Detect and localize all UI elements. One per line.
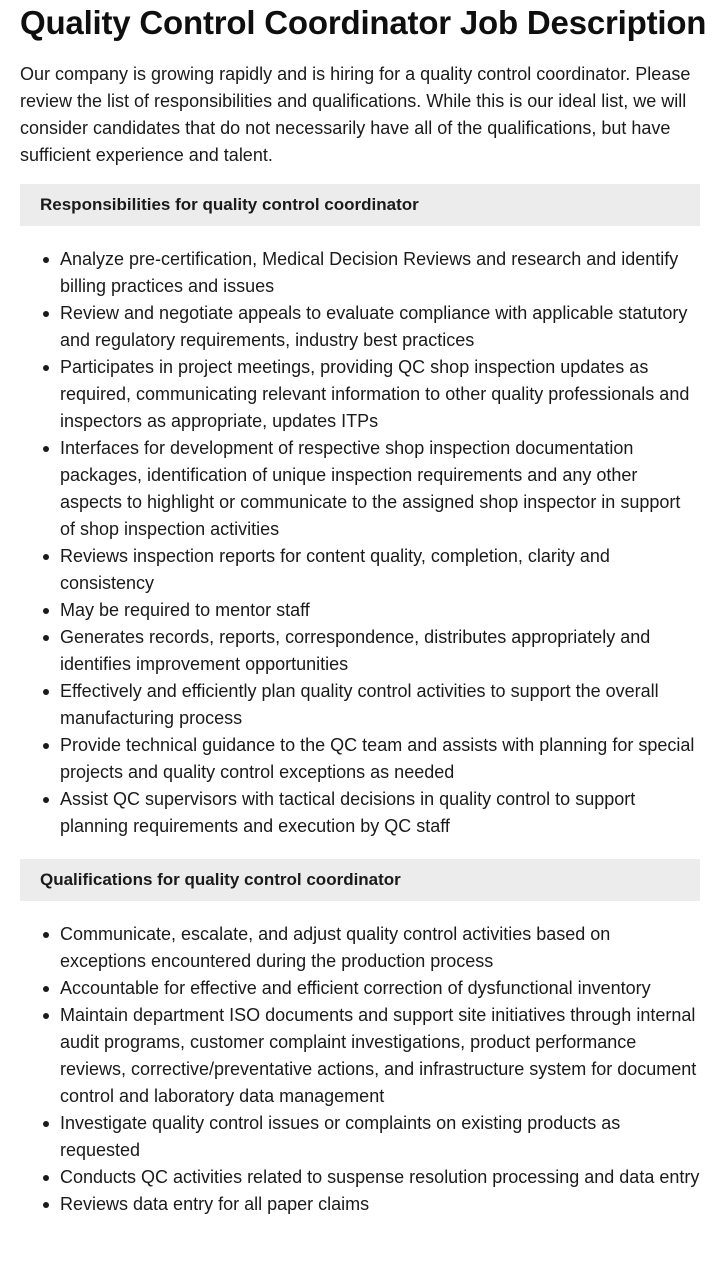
list-item: Conducts QC activities related to suspense resolution processing and data entry	[60, 1164, 700, 1191]
responsibilities-heading: Responsibilities for quality control coordinator	[40, 195, 419, 214]
list-item: Accountable for effective and efficient correction of dysfunctional inventory	[60, 975, 700, 1002]
list-item: Interfaces for development of respective shop inspection documentation packages, identification of unique inspection requirements and any other aspects to highlight or communicate to the assigned shop inspector in support of shop inspection activities	[60, 435, 700, 543]
list-item: Generates records, reports, correspondence, distributes appropriately and identifies improvement opportunities	[60, 624, 700, 678]
list-item: Effectively and efficiently plan quality control activities to support the overall manufacturing process	[60, 678, 700, 732]
qualifications-list	[20, 921, 700, 1218]
list-item: Reviews data entry for all paper claims	[60, 1191, 700, 1218]
list-item: Participates in project meetings, providing QC shop inspection updates as required, communicating relevant information to other quality professionals and inspectors as appropriate, updates ITPs	[60, 354, 700, 435]
page-title: Quality Control Coordinator Job Description	[20, 4, 707, 41]
list-item: Provide technical guidance to the QC team and assists with planning for special projects and quality control exceptions as needed	[60, 732, 700, 786]
list-item: Reviews inspection reports for content quality, completion, clarity and consistency	[60, 543, 700, 597]
intro-paragraph: Our company is growing rapidly and is hiring for a quality control coordinator. Please review the list of responsibilities and qualifications. While this is our ideal list, we will consider candidates that do not necessarily have all of the qualifications, but have sufficient experience and talent.	[20, 64, 691, 165]
qualifications-header	[20, 859, 700, 901]
responsibilities-list	[20, 246, 700, 840]
responsibilities-header	[20, 184, 700, 226]
list-item: Assist QC supervisors with tactical decisions in quality control to support planning requirements and execution by QC staff	[60, 786, 700, 840]
list-item: Communicate, escalate, and adjust quality control activities based on exceptions encountered during the production process	[60, 921, 700, 975]
list-item: Investigate quality control issues or complaints on existing products as requested	[60, 1110, 700, 1164]
list-item: Maintain department ISO documents and support site initiatives through internal audit programs, customer complaint investigations, product performance reviews, corrective/preventative actions, and infrastructure system for document control and laboratory data management	[60, 1002, 700, 1110]
list-item: May be required to mentor staff	[60, 597, 700, 624]
qualifications-heading: Qualifications for quality control coordinator	[40, 870, 401, 889]
list-item: Review and negotiate appeals to evaluate compliance with applicable statutory and regulatory requirements, industry best practices	[60, 300, 700, 354]
list-item: Analyze pre-certification, Medical Decision Reviews and research and identify billing practices and issues	[60, 246, 700, 300]
